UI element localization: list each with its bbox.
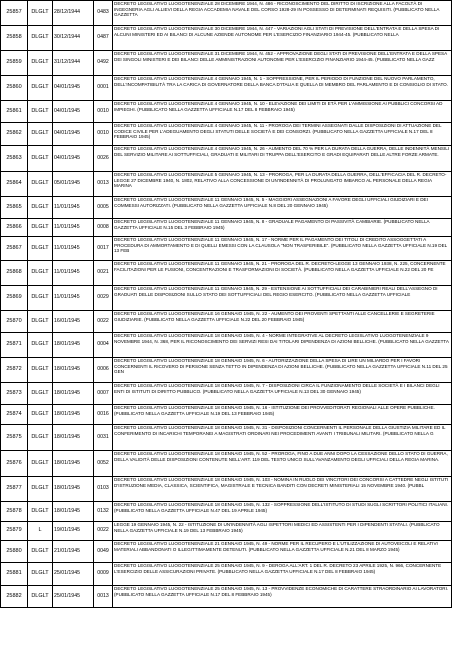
cell-number: 25872 <box>1 358 28 383</box>
cell-number: 25871 <box>1 333 28 358</box>
cell-date: 18/01/1945 <box>53 451 94 477</box>
cell-page: 0006 <box>94 358 113 383</box>
table-row <box>1 311 452 333</box>
cell-number: 25858 <box>1 26 28 51</box>
cell-description: DECRETO LEGISLATIVO LUOGOTENENZIALE 18 GENNAIO 1945, N. 4 - NORME INTEGRATIVE AL DECRETO LEGISLATIVO LUOGOTENENZIALE 9 NOVEMBRE 1944, N. 368, PER IL RICONOSCIMENTO DEI SERVIZI RESI DAI TITOLARI DIPENDENZA DI AZIONI BELLICHE. (PUBBLICATO NELLA GAZZETTA <box>113 333 452 358</box>
cell-date: 11/01/1945 <box>53 261 94 286</box>
cell-type: DLGLT <box>28 563 53 586</box>
cell-date: 16/01/1945 <box>53 311 94 333</box>
cell-description: DECRETO LEGISLATIVO LUOGOTENENZIALE 25 GENNAIO 1945, N. 9 - DEROGA ALL'ART. 1 DEL R. DECRETO 23 APRILE 1925, N. 966, CONCERNENTE L'ESERCIZIO DELLE ASSICURAZIONI PRIVATE. (PUBBLICATO NELLA GAZZETTA UFFICIALE N.17 DEL 8 FEBBRAIO 1945) <box>113 563 452 586</box>
table-row <box>1 563 452 586</box>
table-row <box>1 1 452 26</box>
cell-date: 11/01/1945 <box>53 237 94 261</box>
table-row <box>1 237 452 261</box>
cell-description: DECRETO LEGISLATIVO LUOGOTENENZIALE 11 GENNAIO 1945, N. 21 - PROROGA DEL R. DECRETO-LEGGE 13 GENNAIO 1938, N. 225, CONCERNENTE FACILITAZIONI PER LE FUSIONI, CONCENTRAZIONI E TRASFORMAZIONI DI SOCIETÀ. (PUBBLICATO NELLA GAZZETTA UFFICIALE N.22 DEL 20 FE <box>113 261 452 286</box>
cell-date: 18/01/1945 <box>53 502 94 522</box>
cell-page: 0492 <box>94 51 113 76</box>
table-row <box>1 146 452 172</box>
cell-number: 25870 <box>1 311 28 333</box>
cell-date: 31/12/1944 <box>53 51 94 76</box>
cell-type: DLGLT <box>28 197 53 219</box>
cell-description: DECRETO LEGISLATIVO LUOGOTENENZIALE 5 GENNAIO 1945, N. 13 - PROROGA, PER LA DURATA DELLA GUERRA, DELL'EFFICACIA DEL R. DECRETO-LEGGE 27 DICEMBRE 1940, N. 1802, RELATIVO ALLA CONCESSIONE DI UN'INDENNITÀ DI PROLUNGATO IMBARCO AL PERSONALE DELLA REGIA MARINA <box>113 172 452 197</box>
cell-date: 30/12/1944 <box>53 26 94 51</box>
table-row <box>1 502 452 522</box>
cell-date: 25/01/1945 <box>53 586 94 608</box>
cell-description: DECRETO LEGISLATIVO LUOGOTENENZIALE 16 GENNAIO 1945, N. 22 - AUMENTO DEI PROVENTI SPETTANTI ALLE CANCELLERIE E SEGRETERIE GIUDIZIARIE. (PUBBLICATO NELLA GAZZETTA UFFICIALE N.22 DEL 20 FEBBRAIO 1945) <box>113 311 452 333</box>
cell-type: DLGLT <box>28 76 53 101</box>
table-row <box>1 333 452 358</box>
cell-description: DECRETO LEGISLATIVO LUOGOTENENZIALE 18 GENNAIO 1945, N. 6 - AUTORIZZAZIONE DELLA SPESA DI LIRE UN MILIARDO PER I FAVORI CONCERNENTI IL RICOVERO DI PERSONE SENZA TETTO IN DIPENDENZA DI AZIONI BELLICHE. (PUBBLICATO NELLA GAZZETTA UFFICIALE N.11 DEL 25 GEN <box>113 358 452 383</box>
cell-page: 0007 <box>94 383 113 405</box>
cell-number: 25866 <box>1 219 28 237</box>
cell-date: 21/01/1945 <box>53 541 94 563</box>
cell-type: DLGLT <box>28 261 53 286</box>
cell-date: 11/01/1945 <box>53 286 94 311</box>
cell-description: DECRETO LEGISLATIVO LUOGOTENENZIALE 18 GENNAIO 1945, N. 7 - DISPOSIZIONI CIRCA IL FUNZIONAMENTO DELLE SOCIETÀ E I BILANCI DEGLI ENTI DI ISTITUTI DI DIRITTO PUBBLICO. (PUBBLICATO NELLA GAZZETTA UFFICIALE N.13 DEL 30 GENNAIO 1945) <box>113 383 452 405</box>
cell-description: DECRETO LEGISLATIVO LUOGOTENENZIALE 18 GENNAIO 1945, N. 103 - NOMINA IN RUOLO DEI VINCITORI DEI CONCORSI A CATTEDRE NEGLI ISTITUTI D'ISTRUZIONE MEDIA, CLASSICA, SCIENTIFICA, MAGISTRALE E TECNICA BANDITI CON DECRETI MINISTERIALI 15 NOVEMBRE 1940. (PUBBL <box>113 477 452 502</box>
table-row <box>1 286 452 311</box>
cell-type: DLGLT <box>28 541 53 563</box>
cell-number: 25880 <box>1 541 28 563</box>
table-row <box>1 261 452 286</box>
cell-page: 0026 <box>94 146 113 172</box>
cell-date: 18/01/1945 <box>53 333 94 358</box>
cell-description: LEGGE 19 GENNAIO 1945, N. 22 - ISTITUZIONE DI UN'INDENNITÀ AGLI ISPETTORI MEDICI ED ASSISTENTI PER I DIPENDENTI STATALI. (PUBBLICATO NELLA GAZZETTA UFFICIALE N.19 DEL 13 FEBBRAIO 1945) <box>113 522 452 541</box>
cell-description: DECRETO LEGISLATIVO LUOGOTENENZIALE 4 GENNAIO 1945, N. 10 - ELEVAZIONE DEI LIMITI DI ETÀ PER L'AMMISSIONE AI PUBBLICI CONCORSI AD IMPIEGHI. (PUBBLICATO NELLA GAZZETTA UFFICIALE N.17 DEL 8 FEBBRAIO 1945) <box>113 101 452 123</box>
cell-page: 0103 <box>94 477 113 502</box>
cell-number: 25859 <box>1 51 28 76</box>
cell-type: DLGLT <box>28 219 53 237</box>
table-row <box>1 76 452 101</box>
table-row <box>1 541 452 563</box>
cell-number: 25877 <box>1 477 28 502</box>
cell-page: 0029 <box>94 286 113 311</box>
cell-description: DECRETO LEGISLATIVO LUOGOTENENZIALE 18 GENNAIO 1945, N. 132 - SOPPRESSIONE DELL'ISTITUTO DI STUDI SUGLI SCRITTORI POLITICI ITALIANI. (PUBBLICATO NELLA GAZZETTA UFFICIALE N.47 DEL 19 APRILE 1945) <box>113 502 452 522</box>
cell-type: DLGLT <box>28 101 53 123</box>
cell-description: DECRETO LEGISLATIVO LUOGOTENENZIALE 21 GENNAIO 1945, N. 49 - NORME PER IL RECUPERO E L'UTILIZZAZIONE DI AUTOVEICOLI E RELATIVI MATERIALI ABBANDONATI O ILLEGITTIMAMENTE DETENUTI. (PUBBLICATO NELLA GAZZETTA UFFICIALE N.21 DEL 8 MARZO 1945) <box>113 541 452 563</box>
cell-type: DLGLT <box>28 26 53 51</box>
table-row <box>1 101 452 123</box>
cell-type: DLGLT <box>28 237 53 261</box>
table-row <box>1 172 452 197</box>
cell-type: DLGLT <box>28 1 53 26</box>
cell-number: 25874 <box>1 405 28 425</box>
table-row <box>1 425 452 451</box>
cell-page: 0483 <box>94 1 113 26</box>
cell-number: 25879 <box>1 522 28 541</box>
cell-number: 25857 <box>1 1 28 26</box>
cell-date: 04/01/1945 <box>53 101 94 123</box>
cell-page: 0013 <box>94 586 113 608</box>
cell-page: 0016 <box>94 405 113 425</box>
cell-number: 25862 <box>1 123 28 146</box>
table-row <box>1 123 452 146</box>
cell-number: 25861 <box>1 101 28 123</box>
cell-type: DLGLT <box>28 286 53 311</box>
table-row <box>1 586 452 608</box>
cell-number: 25878 <box>1 502 28 522</box>
cell-type: DLGLT <box>28 425 53 451</box>
cell-date: 11/01/1945 <box>53 219 94 237</box>
table-row <box>1 51 452 76</box>
cell-date: 04/01/1945 <box>53 76 94 101</box>
cell-page: 0005 <box>94 197 113 219</box>
table-row <box>1 383 452 405</box>
cell-date: 04/01/1945 <box>53 123 94 146</box>
cell-page: 0009 <box>94 563 113 586</box>
cell-description: DECRETO LEGISLATIVO LUOGOTENENZIALE 18 GENNAIO 1945, N. 31 - DISPOSIZIONI CONCERNENTI IL PERSONALE DELLA GIUSTIZIA MILITARE ED IL CONFERIMENTO DI INCARICHI TEMPORANEI A MAGISTRATI ORDINARI NEI PROCEDIMENTI AVANTI I TRIBUNALI MILITARI. (PUBBLICATO NELLA G <box>113 425 452 451</box>
cell-number: 25873 <box>1 383 28 405</box>
cell-page: 0010 <box>94 101 113 123</box>
cell-description: DECRETO LEGISLATIVO LUOGOTENENZIALE 4 GENNAIO 1945, N. 26 - AUMENTO DEL 70 % PER LA DURATA DELLA GUERRA, DELLE INDENNITÀ MENSILI DEL SERVIZIO MILITARE AI SOTTUFFICIALI, GRADUATI E MILITARI DI TRUPPA DELL'ESERCITO E GRADI EQUIPARATI DELLE ALTRE FORZE ARMATE. <box>113 146 452 172</box>
cell-page: 0022 <box>94 522 113 541</box>
cell-date: 11/01/1945 <box>53 197 94 219</box>
table-row <box>1 522 452 541</box>
cell-number: 25881 <box>1 563 28 586</box>
cell-page: 0031 <box>94 425 113 451</box>
cell-page: 0017 <box>94 237 113 261</box>
cell-type: DLGLT <box>28 311 53 333</box>
cell-page: 0013 <box>94 172 113 197</box>
cell-number: 25875 <box>1 425 28 451</box>
cell-page: 0022 <box>94 311 113 333</box>
cell-type: DLGLT <box>28 146 53 172</box>
cell-type: DLGLT <box>28 502 53 522</box>
cell-description: DECRETO LEGISLATIVO LUOGOTENENZIALE 28 DICEMBRE 1944, N. 486 - RICONOSCIMENTO DEL DIRITTO DI ISCRIZIONE ALLA FACOLTÀ DI INGEGNERIA AGLI ALLIEVI DELLA REGIA ACCADEMIA NAVALE DEL CORSO 1928-29 IN POSSESSO DI DETERMINATI REQUISITI. (PUBBLICATO NELLA GAZZETTA <box>113 1 452 26</box>
cell-description: DECRETO LEGISLATIVO LUOGOTENENZIALE 18 GENNAIO 1945, N. 16 - ISTITUZIONE DEI PROVVEDITORATI REGIONALI ALLE OPERE PUBBLICHE. (PUBBLICATO NELLA GAZZETTA UFFICIALE N.19 DEL 13 FEBBRAIO 1945) <box>113 405 452 425</box>
cell-number: 25869 <box>1 286 28 311</box>
cell-description: DECRETO LEGISLATIVO LUOGOTENENZIALE 11 GENNAIO 1945, N. 17 - NORME PER IL PAGAMENTO DEI TITOLI DI CREDITO ASSOGGETTATI A PROCEDURA DI AMMORTAMENTO E DI QUELLI EMESSI CON LA CLAUSOLA "NON TRASFERIBILE". (PUBBLICATO NELLA GAZZETTA UFFICIALE N.19 DEL 13 FEB <box>113 237 452 261</box>
cell-date: 18/01/1945 <box>53 383 94 405</box>
table-row <box>1 26 452 51</box>
cell-description: DECRETO LEGISLATIVO LUOGOTENENZIALE 4 GENNAIO 1945, N. 11 - PROROGA DEI TERMINI ASSEGNATI DALLE DISPOSIZIONI DI ATTUAZIONE DEL CODICE CIVILE PER L'ADEGUAMENTO DEGLI STATUTI DELLE SOCIETÀ E DEI CONSORZI. (PUBBLICATO NELLA GAZZETTA UFFICIALE N.17 DEL 8 FEBBRAIO 1945) <box>113 123 452 146</box>
cell-type: L <box>28 522 53 541</box>
cell-number: 25860 <box>1 76 28 101</box>
cell-page: 0049 <box>94 541 113 563</box>
cell-date: 18/01/1945 <box>53 477 94 502</box>
cell-page: 0132 <box>94 502 113 522</box>
cell-page: 0021 <box>94 261 113 286</box>
cell-number: 25867 <box>1 237 28 261</box>
cell-type: DLGLT <box>28 586 53 608</box>
cell-description: DECRETO LEGISLATIVO LUOGOTENENZIALE 4 GENNAIO 1945, N. 1 - SOPPRESSIONE, PER IL PERIODO DI FUNZIONE DEL NUOVO PARLAMENTO, DELL'INCOMPATIBILITÀ TRA LA CARICA DI GOVERNATORE DELLA BANCA D'ITALIA E QUELLA DI MEMBRO DEL PARLAMENTO E DI CONSIGLIO DI STATO. <box>113 76 452 101</box>
cell-date: 19/01/1945 <box>53 522 94 541</box>
cell-type: DLGLT <box>28 477 53 502</box>
cell-type: DLGLT <box>28 383 53 405</box>
cell-description: DECRETO LEGISLATIVO LUOGOTENENZIALE 11 GENNAIO 1945, N. 5 - MAGGIORI ASSEGNAZIONI A FAVORE DEGLI UFFICIALI GIUDIZIARI E DEI COMMESSI AUTORIZZATI. (PUBBLICATO NELLA GAZZETTA UFFICIALE N.8 DEL 20 GENNAIO 1945) <box>113 197 452 219</box>
cell-page: 0487 <box>94 26 113 51</box>
table-row <box>1 219 452 237</box>
table-row <box>1 358 452 383</box>
cell-description: DECRETO LEGISLATIVO LUOGOTENENZIALE 11 GENNAIO 1945, N. 8 - GRADUALE PAGAMENTO DI PASSIVITÀ CAMBIARIE. (PUBBLICATO NELLA GAZZETTA UFFICIALE N.15 DEL 3 FEBBRAIO 1945) <box>113 219 452 237</box>
cell-page: 0010 <box>94 123 113 146</box>
cell-page: 0001 <box>94 76 113 101</box>
cell-page: 0004 <box>94 333 113 358</box>
cell-type: DLGLT <box>28 172 53 197</box>
table-row <box>1 405 452 425</box>
cell-page: 0052 <box>94 451 113 477</box>
cell-date: 18/01/1945 <box>53 425 94 451</box>
cell-date: 04/01/1945 <box>53 146 94 172</box>
cell-description: DECRETO LEGISLATIVO LUOGOTENENZIALE 11 GENNAIO 1945, N. 29 - ESTENSIONE AI SOTTUFFICIALI DEI CARABINIERI REALI DELL'ASSEGNO DI GRADUATI DELLE DISPOSIZIONI SULLO STATO DEI SOTTUFFICIALI DEL REGIO ESERCITO. (PUBBLICATO NELLA GAZZETTA UFFICIALE <box>113 286 452 311</box>
cell-type: DLGLT <box>28 451 53 477</box>
cell-description: DECRETO LEGISLATIVO LUOGOTENENZIALE 25 GENNAIO 1945, N. 13 - PROVVIDENZE ECONOMICHE DI CARATTERE STRAORDINARIO AI LAVORATORI. (PUBBLICATO NELLA GAZZETTA UFFICIALE N.17 DEL 8 FEBBRAIO 1945) <box>113 586 452 608</box>
cell-date: 18/01/1945 <box>53 358 94 383</box>
cell-number: 25864 <box>1 172 28 197</box>
cell-date: 05/01/1945 <box>53 172 94 197</box>
cell-page: 0008 <box>94 219 113 237</box>
cell-date: 28/12/1944 <box>53 1 94 26</box>
cell-description: DECRETO LEGISLATIVO LUOGOTENENZIALE 31 DICEMBRE 1944, N. 452 - APPROVAZIONE DEGLI STATI DI PREVISIONE DELL'ENTRATA E DELLA SPESA DEI SINGOLI MINISTERI E DEI BILANCI DELLE AMMINISTRAZIONI AUTONOME PER L'ESERCIZIO FINANZIARIO 1944-45. (PUBBLICATO NELLA GAZZ <box>113 51 452 76</box>
cell-type: DLGLT <box>28 123 53 146</box>
cell-description: DECRETO LEGISLATIVO LUOGOTENENZIALE 18 GENNAIO 1945, N. 52 - PROROGA, FINO A DUE ANNI DOPO LA CESSAZIONE DELLO STATO DI GUERRA, DELLA VALIDITÀ DELLE DISPOSIZIONI CONTENUTE NELL'ART. 119 DEL TESTO UNICO SULL'AVANZAMENTO DEGLI UFFICIALI DELLA REGIA MARINA. <box>113 451 452 477</box>
cell-number: 25865 <box>1 197 28 219</box>
cell-type: DLGLT <box>28 51 53 76</box>
cell-number: 25876 <box>1 451 28 477</box>
cell-date: 18/01/1945 <box>53 405 94 425</box>
table-row <box>1 197 452 219</box>
table-row <box>1 451 452 477</box>
cell-type: DLGLT <box>28 405 53 425</box>
cell-type: DLGLT <box>28 358 53 383</box>
cell-type: DLGLT <box>28 333 53 358</box>
cell-number: 25868 <box>1 261 28 286</box>
cell-date: 25/01/1945 <box>53 563 94 586</box>
cell-number: 25882 <box>1 586 28 608</box>
cell-description: DECRETO LEGISLATIVO LUOGOTENENZIALE 30 DICEMBRE 1944, N. 447 - VARIAZIONI AGLI STATI DI PREVISIONE DELL'ENTRATA E DELLA SPESA DI ALCUNI MINISTERI ED AI BILANCI DI ALCUNE AZIENDE AUTONOME PER L'ESERCIZIO FINANZIARIO 1944-45. (PUBBLICATO NELLA <box>113 26 452 51</box>
cell-number: 25863 <box>1 146 28 172</box>
table-row <box>1 477 452 502</box>
